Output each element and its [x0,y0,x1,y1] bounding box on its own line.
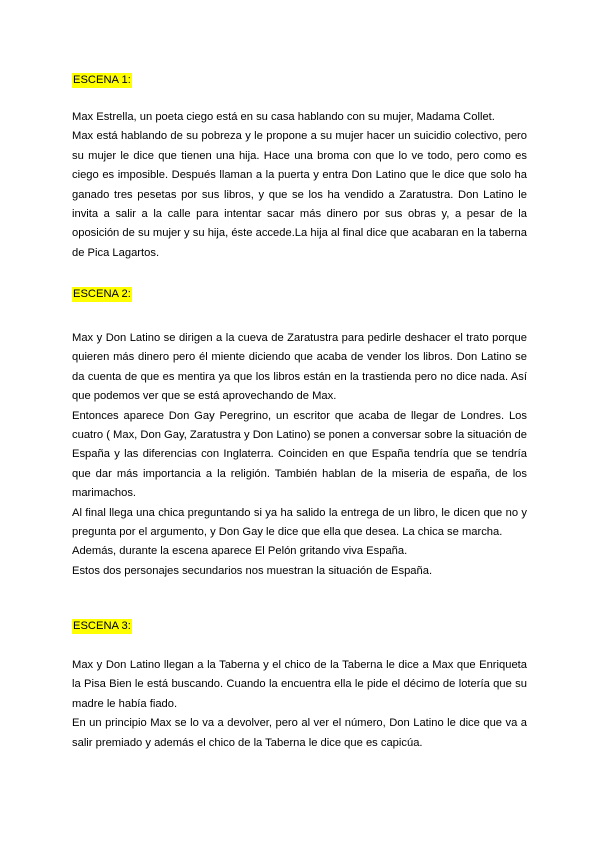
paragraph: En un principio Max se lo va a devolver, pero al ver el número, Don Latino le dice que va a salir premiado y además el chico de la Taberna le dice que es capicúa. [72,717,527,749]
paragraph: Al final llega una chica preguntando si ya ha salido la entrega de un libro, le dicen que no y pregunta por el argumento, y Don Gay le dice que ella que desea. La chica se marcha. [72,506,527,539]
paragraph: Entonces aparece Don Gay Peregrino, un escritor que acaba de llegar de Londres. Los cuatro ( Max, Don Gay, Zaratustra y Don Latino) se ponen a conversar sobre la situación de España y las diferencias con Inglaterra. Coinciden en que España tendría que se tendría que dar más importancia a la religión. También hablan de la miseria de españa, de los marimachos. [72,409,527,500]
section-escena-2 [72,284,527,581]
paragraph: Max está hablando de su pobreza y le propone a su mujer hacer un suicidio colectivo, pero su mujer le dice que tienen una hija. Hace una broma con que lo ve todo, pero como es ciego es imposible. Después llaman a la puerta y entra Don Latino que le dice que solo ha ganado tres pesetas por sus libros, y que se los ha vendido a Zaratustra. Don Latino le invita a salir a la calle para intentar sacar más dinero por sus obras y, a pesar de la oposición de su mujer y su hija, éste accede.La hija al final dice que acabaran en la taberna de Pica Lagartos. [72,130,527,259]
section-escena-1 [72,70,527,263]
section-body [72,329,527,581]
section-body [72,108,527,263]
section-escena-3 [72,616,527,753]
paragraph: Max y Don Latino llegan a la Taberna y el chico de la Taberna le dice a Max que Enriqueta la Pisa Bien le está buscando. Cuando la encuentra ella le pide el décimo de lotería que su madre le había fiado. [72,659,527,710]
paragraph: Estos dos personajes secundarios nos muestran la situación de España. [72,564,433,577]
section-body [72,656,527,753]
paragraph: Max Estrella, un poeta ciego está en su casa hablando con su mujer, Madama Collet. [72,111,495,123]
section-heading: ESCENA 2: [73,288,131,300]
section-heading: ESCENA 1: [73,74,131,86]
paragraph: Max y Don Latino se dirigen a la cueva de Zaratustra para pedirle deshacer el trato porque quieren más dinero pero él miente diciendo que acaba de vender los libros. Don Latino se da cuenta de que es mentira ya que los libros están en la trastienda pero no dice nada. Así que podemos ver que se está aprovechando de Max. [72,332,527,403]
paragraph: Además, durante la escena aparece El Pelón gritando viva España. [72,545,408,558]
section-heading: ESCENA 3: [73,620,131,632]
